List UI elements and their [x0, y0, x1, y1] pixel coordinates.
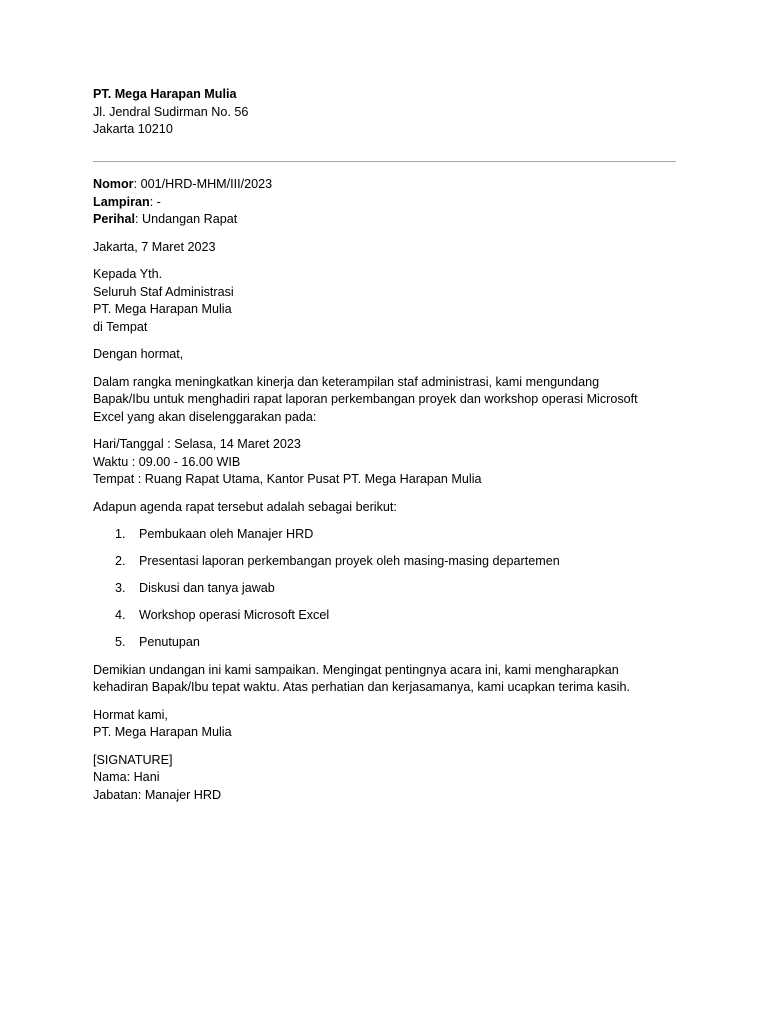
- letter-body: [93, 176, 683, 814]
- agenda-item: [93, 553, 683, 571]
- letter-date: Jakarta, 7 Maret 2023: [93, 239, 216, 254]
- recipient-line: PT. Mega Harapan Mulia: [93, 302, 232, 317]
- letterhead-divider: [93, 161, 676, 162]
- event-details: [93, 436, 683, 489]
- agenda-number: 3.: [115, 581, 126, 596]
- intro-line: Bapak/Ibu untuk menghadiri rapat laporan perkembangan proyek dan workshop operasi Microsoft: [93, 392, 638, 407]
- intro-paragraph: [93, 374, 683, 427]
- agenda-number: 2.: [115, 554, 126, 569]
- letter-date-block: [93, 239, 683, 257]
- letter-meta: [93, 176, 683, 229]
- recipient-block: [93, 266, 683, 336]
- event-time: Waktu : 09.00 - 16.00 WIB: [93, 454, 241, 469]
- lampiran-row: [93, 194, 683, 212]
- closing-line: Demikian undangan ini kami sampaikan. Mengingat pentingnya acara ini, kami mengharapkan: [93, 662, 619, 677]
- letterhead: [93, 86, 248, 139]
- intro-line: Excel yang akan diselenggarakan pada:: [93, 409, 317, 424]
- recipient-line: Kepada Yth.: [93, 266, 163, 281]
- signoff-line: Hormat kami,: [93, 707, 168, 722]
- company-city: Jakarta 10210: [93, 122, 173, 137]
- agenda-number: 5.: [115, 635, 126, 650]
- agenda-intro: Adapun agenda rapat tersebut adalah sebagai berikut:: [93, 499, 397, 514]
- agenda-text: Diskusi dan tanya jawab: [139, 581, 275, 596]
- company-name: PT. Mega Harapan Mulia: [93, 87, 237, 101]
- agenda-text: Penutupan: [139, 635, 200, 650]
- signature-placeholder: [SIGNATURE]: [93, 752, 173, 767]
- agenda-text: Pembukaan oleh Manajer HRD: [139, 527, 314, 542]
- intro-line: Dalam rangka meningkatkan kinerja dan keterampilan staf administrasi, kami mengundang: [93, 374, 600, 389]
- nomor-row: [93, 176, 683, 194]
- recipient-line: di Tempat: [93, 319, 148, 334]
- perihal-row: [93, 211, 683, 229]
- signer-title: Jabatan: Manajer HRD: [93, 787, 222, 802]
- recipient-line: Seluruh Staf Administrasi: [93, 284, 234, 299]
- signer-name: Nama: Hani: [93, 770, 160, 785]
- signoff-company: PT. Mega Harapan Mulia: [93, 725, 232, 740]
- signoff-block: [93, 707, 683, 742]
- agenda-item: [93, 607, 683, 625]
- perihal-value: : Undangan Rapat: [135, 212, 238, 227]
- perihal-label: Perihal: [93, 212, 135, 227]
- closing-paragraph: [93, 662, 683, 697]
- agenda-intro-block: [93, 499, 683, 517]
- closing-line: kehadiran Bapak/Ibu tepat waktu. Atas perhatian dan kerjasamanya, kami ucapkan terima kasih.: [93, 680, 630, 695]
- nomor-value: : 001/HRD-MHM/III/2023: [133, 177, 273, 191]
- agenda-item: [93, 634, 683, 652]
- company-address: Jl. Jendral Sudirman No. 56: [93, 104, 249, 119]
- event-place: Tempat : Ruang Rapat Utama, Kantor Pusat PT. Mega Harapan Mulia: [93, 472, 482, 487]
- lampiran-label: Lampiran: [93, 194, 150, 209]
- event-date: Hari/Tanggal : Selasa, 14 Maret 2023: [93, 437, 301, 452]
- agenda-text: Workshop operasi Microsoft Excel: [139, 608, 330, 623]
- nomor-label: Nomor: [93, 177, 134, 191]
- agenda-number: 4.: [115, 608, 126, 623]
- agenda-item: [93, 580, 683, 598]
- greeting-block: [93, 346, 683, 364]
- signature-block: [93, 752, 683, 805]
- agenda-list: [93, 526, 683, 652]
- greeting: Dengan hormat,: [93, 347, 184, 362]
- agenda-number: 1.: [115, 527, 126, 542]
- lampiran-value: : -: [149, 194, 161, 209]
- agenda-text: Presentasi laporan perkembangan proyek oleh masing-masing departemen: [139, 554, 560, 569]
- agenda-item: [93, 526, 683, 544]
